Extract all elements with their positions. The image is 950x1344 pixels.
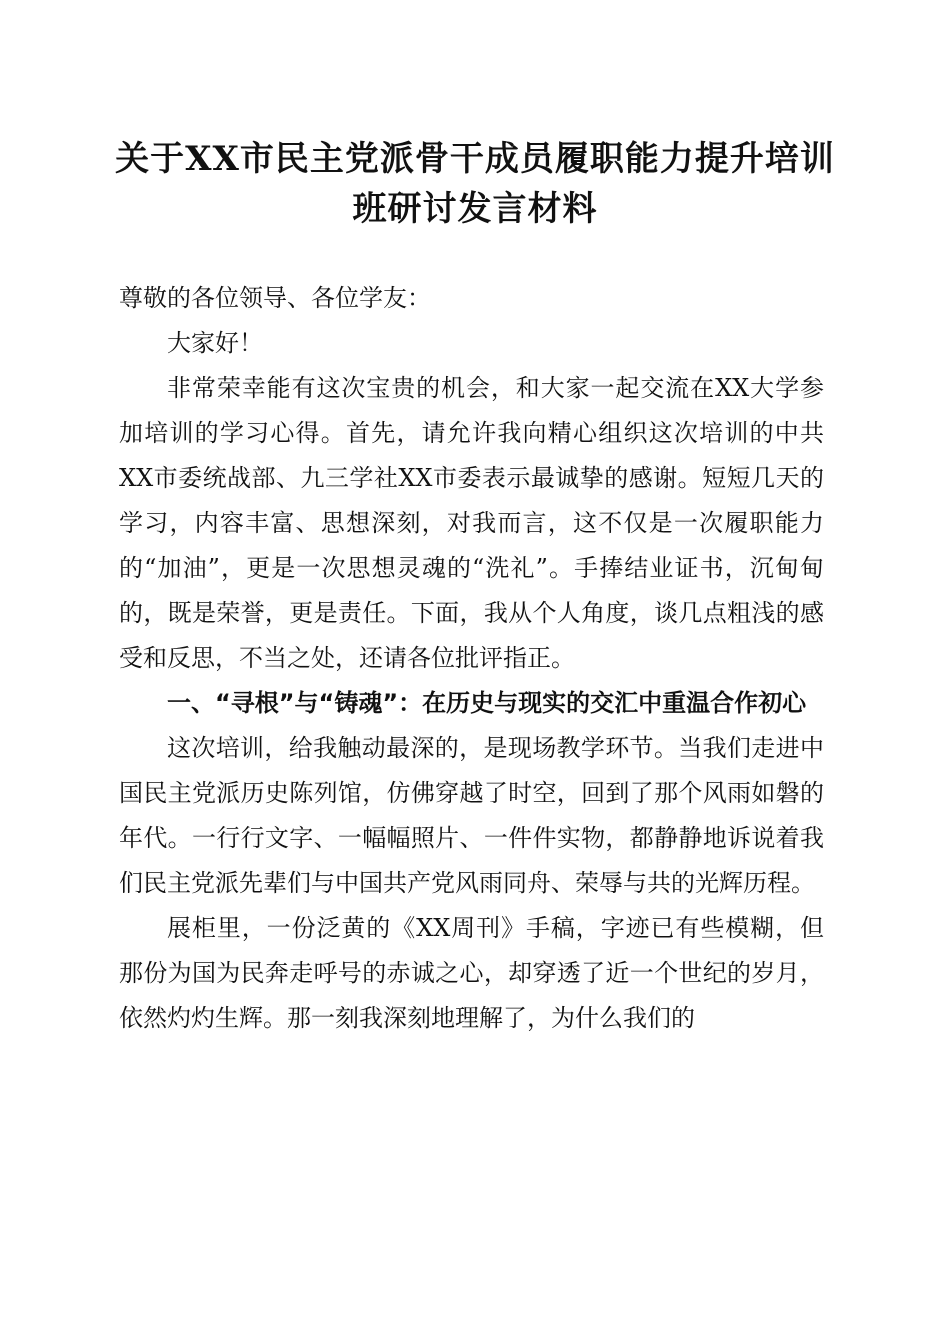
document-title: 关于XX市民主党派骨干成员履职能力提升培训班研讨发言材料: [115, 139, 835, 229]
section-paragraph: 这次培训，给我触动最深的，是现场教学环节。当我们走进中国民主党派历史陈列馆，仿佛穿越了时空，回到了那个风雨如磐的年代。一行行文字、一幅幅照片、一件件实物，都静静地诉说着我们民主党派先辈们与中国共产党风雨同舟、荣辱与共的光辉历程。: [119, 734, 824, 897]
document-body: [119, 276, 824, 1041]
intro-paragraph: 非常荣幸能有这次宝贵的机会，和大家一起交流在XX大学参加培训的学习心得。首先，请允许我向精心组织这次培训的中共XX市委统战部、九三学社XX市委表示最诚挚的感谢。短短几天的学习，内容丰富、思想深刻，对我而言，这不仅是一次履职能力的“加油”，更是一次思想灵魂的“洗礼”。手捧结业证书，沉甸甸的，既是荣誉，更是责任。下面，我从个人角度，谈几点粗浅的感受和反思，不当之处，还请各位批评指正。: [119, 374, 824, 672]
greeting: 大家好！: [167, 329, 263, 357]
section-paragraph: 展柜里，一份泛黄的《XX周刊》手稿，字迹已有些模糊，但那份为国为民奔走呼号的赤诚之心，却穿透了近一个世纪的岁月，依然灼灼生辉。那一刻我深刻地理解了，为什么我们的: [119, 914, 824, 1032]
section-heading: 一、“寻根”与“铸魂”：在历史与现实的交汇中重温合作初心: [167, 689, 807, 717]
salutation: 尊敬的各位领导、各位学友：: [119, 284, 431, 312]
